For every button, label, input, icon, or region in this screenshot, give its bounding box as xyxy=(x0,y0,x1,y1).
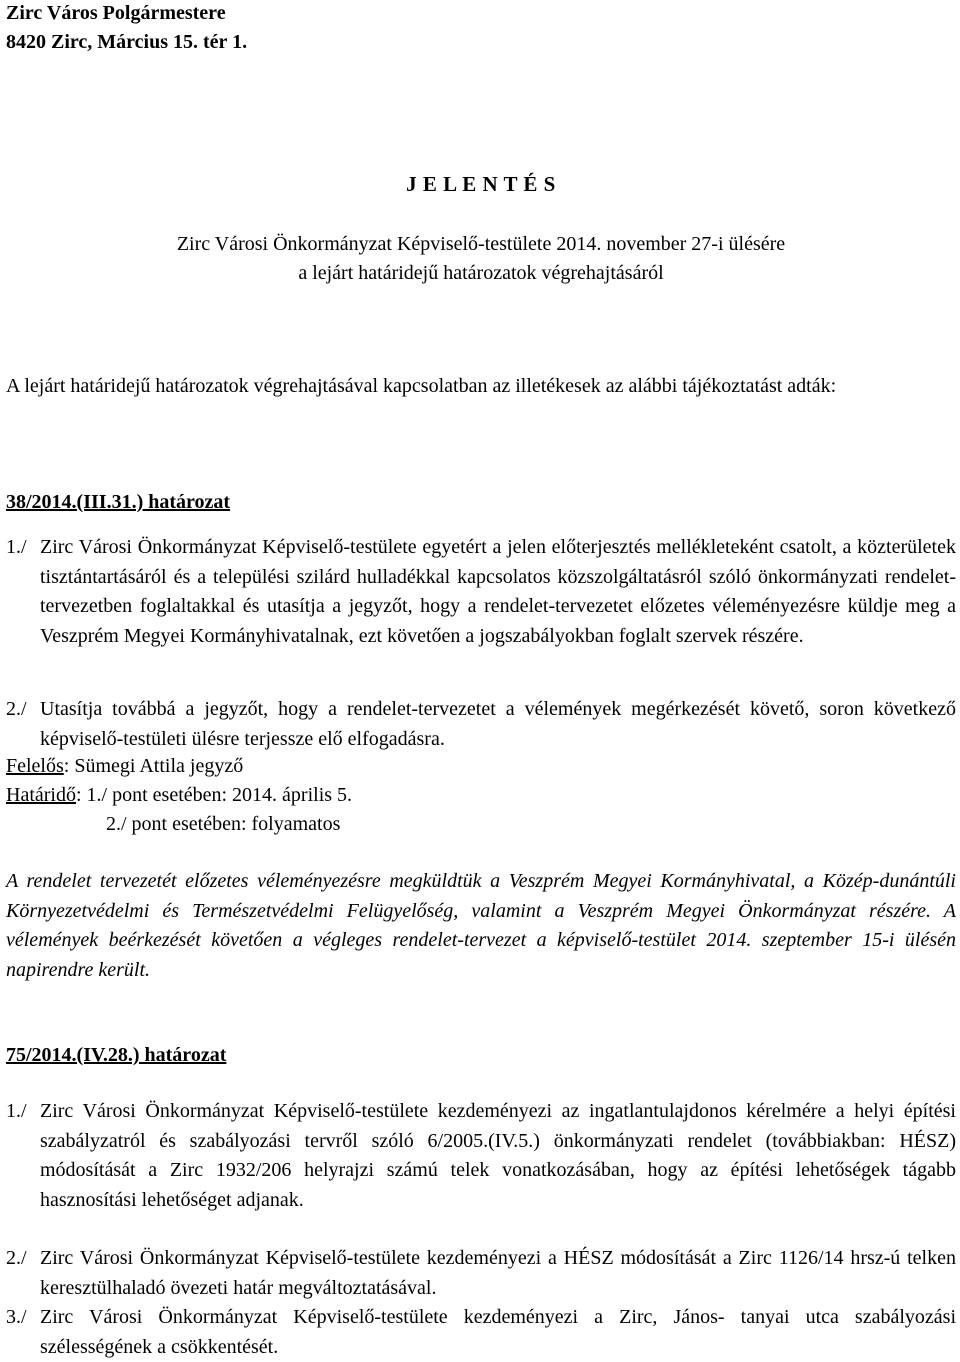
item-number: 1./ xyxy=(6,1100,27,1122)
resolution-item xyxy=(6,1303,956,1362)
item-text: Zirc Városi Önkormányzat Képviselő-testülete egyetért a jelen előterjesztés mellékleteként csatolt, a közterületek tisztántartásáról és a települési szilárd hulladékkal kapcsolatos közszolgáltatásról szóló önkormányzati rendelet-tervezetben foglaltakkal és utasítja a jegyzőt, hogy a rendelet-tervezetet előzetes véleményezésre küldje meg a Veszprém Megyei Kormányhivatalnak, ezt követően a jogszabályokban foglalt szervek részére. xyxy=(40,536,956,647)
responsible-line xyxy=(6,752,243,780)
item-text: Zirc Városi Önkormányzat Képviselő-testülete kezdeményezi az ingatlantulajdonos kérelmére a helyi építési szabályzatról és szabályozási tervről szóló 6/2005.(IV.5.) önkormányzati rendelet (továbbiakban: HÉSZ) módosítását a Zirc 1932/206 helyrajzi számú telek vonatkozásában, hogy az építési lehetőségek tágabb hasznosítási lehetőséget adjanak. xyxy=(40,1100,956,1211)
resolution-item xyxy=(6,533,956,651)
intro-paragraph: A lejárt határidejű határozatok végrehajtásával kapcsolatban az illetékesek az alábbi tájékoztatást adták: xyxy=(6,375,837,397)
deadline-value: : 1./ pont esetében: 2014. április 5. xyxy=(75,784,353,806)
subtitle-line-2: a lejárt határidejű határozatok végrehajtásáról xyxy=(298,262,664,284)
resolution-item xyxy=(6,1244,956,1303)
item-text: Zirc Városi Önkormányzat Képviselő-testülete kezdeményezi a Zirc, János- tanyai utca szabályozási szélességének a csökkentését. xyxy=(40,1306,956,1358)
resolution-item xyxy=(6,695,956,754)
deadline-line xyxy=(6,781,352,809)
sender-address: 8420 Zirc, Március 15. tér 1. xyxy=(6,31,248,53)
item-text: Zirc Városi Önkormányzat Képviselő-testülete kezdeményezi a HÉSZ módosítását a Zirc 1126/14 hrsz-ú telken keresztülhaladó övezeti határ megváltoztatásával. xyxy=(40,1247,956,1299)
item-number: 1./ xyxy=(6,536,27,558)
document-title: J E L E N T É S xyxy=(406,172,556,196)
resolution-heading: 38/2014.(III.31.) határozat xyxy=(6,491,231,513)
resolution-heading: 75/2014.(IV.28.) határozat xyxy=(6,1044,227,1066)
document-subtitle xyxy=(6,230,956,288)
item-text: Utasítja továbbá a jegyzőt, hogy a rendelet-tervezetet a vélemények megérkezését követő, soron következő képviselő-testületi ülésre terjessze elő elfogadásra. xyxy=(40,698,956,750)
deadline-label: Határidő xyxy=(6,784,76,806)
responsible-label: Felelős xyxy=(6,755,64,777)
item-number: 3./ xyxy=(6,1306,27,1328)
subtitle-line-1: Zirc Városi Önkormányzat Képviselő-testülete 2014. november 27-i ülésére xyxy=(176,233,786,255)
responsible-value: : Sümegi Attila jegyző xyxy=(63,755,244,777)
item-number: 2./ xyxy=(6,1247,27,1269)
deadline-line-2: 2./ pont esetében: folyamatos xyxy=(106,813,341,835)
item-number: 2./ xyxy=(6,698,27,720)
resolution-item xyxy=(6,1097,956,1215)
sender-name: Zirc Város Polgármestere xyxy=(6,2,226,24)
report-paragraph: A rendelet tervezetét előzetes véleményezésre megküldtük a Veszprém Megyei Kormányhivatal, a Közép-dunántúli Környezetvédelmi és Természetvédelmi Felügyelőség, valamint a Veszprém Megyei Önkormányzat részére. A vélemények beérkezését követően a végleges rendelet-tervezet a képviselő-testület 2014. szeptember 15-i ülésén napirendre került. xyxy=(6,870,956,981)
